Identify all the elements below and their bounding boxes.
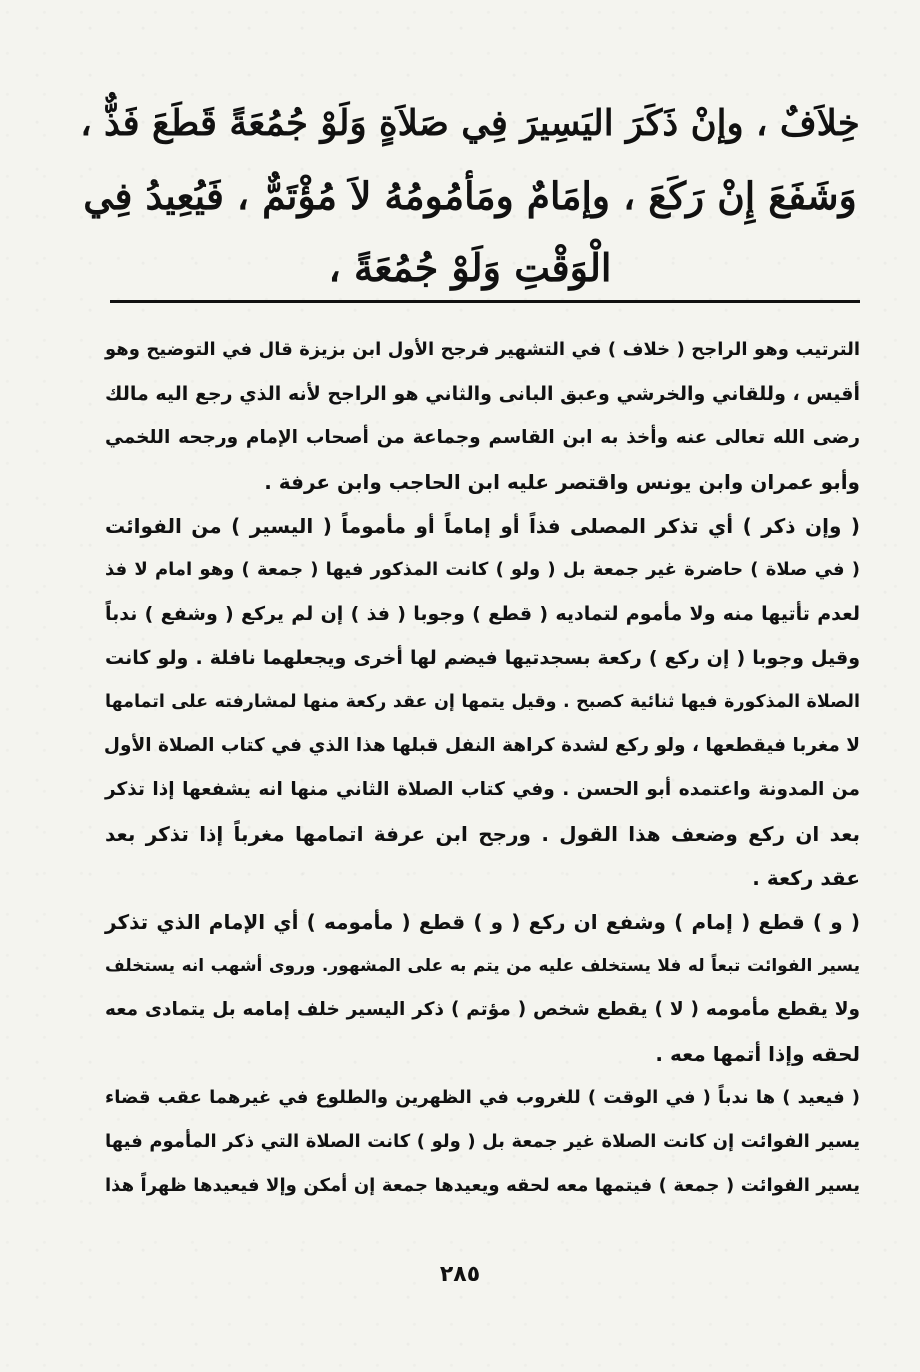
text-line: لعدم تأتيها منه ولا مأموم لتماديه ( قطع ) وجوبا ( فذ ) إن لم يركع ( وشفع ) ندباً	[105, 603, 860, 625]
text-line: عقد ركعة .	[752, 866, 860, 890]
commentary-paragraph	[105, 900, 860, 1076]
text-line: وأبو عمران وابن يونس واقتصر عليه ابن الحاجب وابن عرفة .	[264, 470, 860, 494]
text-line: رضى الله تعالى عنه وأخذ به ابن القاسم وجماعة من أصحاب الإمام ورجحه اللخمي	[105, 427, 860, 448]
text-line: الصلاة المذكورة فيها ثنائية كصبح . وقيل يتمها إن عقد ركعة منها لمشارفته على اتمامها	[105, 692, 860, 712]
separator-rule	[110, 300, 860, 303]
text-line: لحقه وإذا أتمها معه .	[655, 1042, 860, 1066]
page-number: ٢٨٥	[439, 1262, 481, 1287]
text-line: الترتيب وهو الراجح ( خلاف ) في التشهير فرجح الأول ابن بزيزة قال في التوضيح وهو	[105, 339, 860, 360]
text-line: ( وإن ذكر ) أي تذكر المصلى فذاً أو إماماً أو مأموماً ( اليسير ) من الفوائت	[105, 514, 860, 538]
verse-line: خِلاَفٌ ، وإنْ ذَكَرَ اليَسِيرَ فِي صَلاَةٍ وَلَوْ جُمُعَةً قَطَعَ فَذٌّ ،	[80, 103, 860, 144]
text-line: من المدونة واعتمده أبو الحسن . وفي كتاب الصلاة الثاني منها انه يشفعها إذا تذكر	[105, 779, 860, 800]
text-line: بعد ان ركع وضعف هذا القول . ورجح ابن عرفة اتمامها مغرباً إذا تذكر بعد	[105, 822, 860, 846]
commentary-text	[105, 328, 860, 1208]
text-line: وقيل وجوبا ( إن ركع ) ركعة بسجدتيها فيضم لها أخرى ويجعلهما نافلة . ولو كانت	[105, 647, 860, 669]
text-line: أقيس ، وللقاني والخرشي وعبق البانى والثاني هو الراجح لأنه الذي رجع اليه مالك	[105, 383, 860, 405]
text-line: ولا يقطع مأمومه ( لا ) يقطع شخص ( مؤتم ) ذكر اليسير خلف إمامه بل يتمادى معه	[105, 999, 860, 1020]
commentary-paragraph	[105, 504, 860, 900]
matn-verse	[80, 88, 860, 304]
verse-line: وَشَفَعَ إِنْ رَكَعَ ، وإمَامٌ ومَأمُومُهُ لاَ مُؤْتَمٌّ ، فَيُعِيدُ فِي	[83, 174, 857, 218]
commentary-paragraph	[105, 1076, 860, 1208]
text-line: ( و ) قطع ( إمام ) وشفع ان ركع ( و ) قطع ( مأمومه ) أي الإمام الذي تذكر	[105, 910, 860, 934]
text-line: ( في صلاة ) حاضرة غير جمعة بل ( ولو ) كانت المذكور فيها ( جمعة ) وهو امام لا فذ	[105, 559, 860, 580]
text-line: يسير الفوائت ( جمعة ) فيتمها معه لحقه ويعيدها جمعة إن أمكن وإلا فيعيدها ظهراً هذا	[105, 1175, 860, 1196]
commentary-paragraph	[105, 328, 860, 504]
verse-line: الْوَقْتِ وَلَوْ جُمُعَةً ،	[328, 245, 612, 290]
text-line: يسير الفوائت تبعاً له فلا يستخلف عليه من يتم به على المشهور. وروى أشهب انه يستخلف	[105, 956, 860, 976]
text-line: ( فيعيد ) ها ندباً ( في الوقت ) للغروب في الظهرين والطلوع في غيرهما عقب قضاء	[105, 1087, 860, 1108]
text-line: يسير الفوائت إن كانت الصلاة غير جمعة بل ( ولو ) كانت الصلاة التي ذكر المأموم فيها	[105, 1131, 860, 1152]
text-line: لا مغربا فيقطعها ، ولو ركع لشدة كراهة النفل قبلها هذا الذي في كتاب الصلاة الأول	[103, 735, 860, 756]
